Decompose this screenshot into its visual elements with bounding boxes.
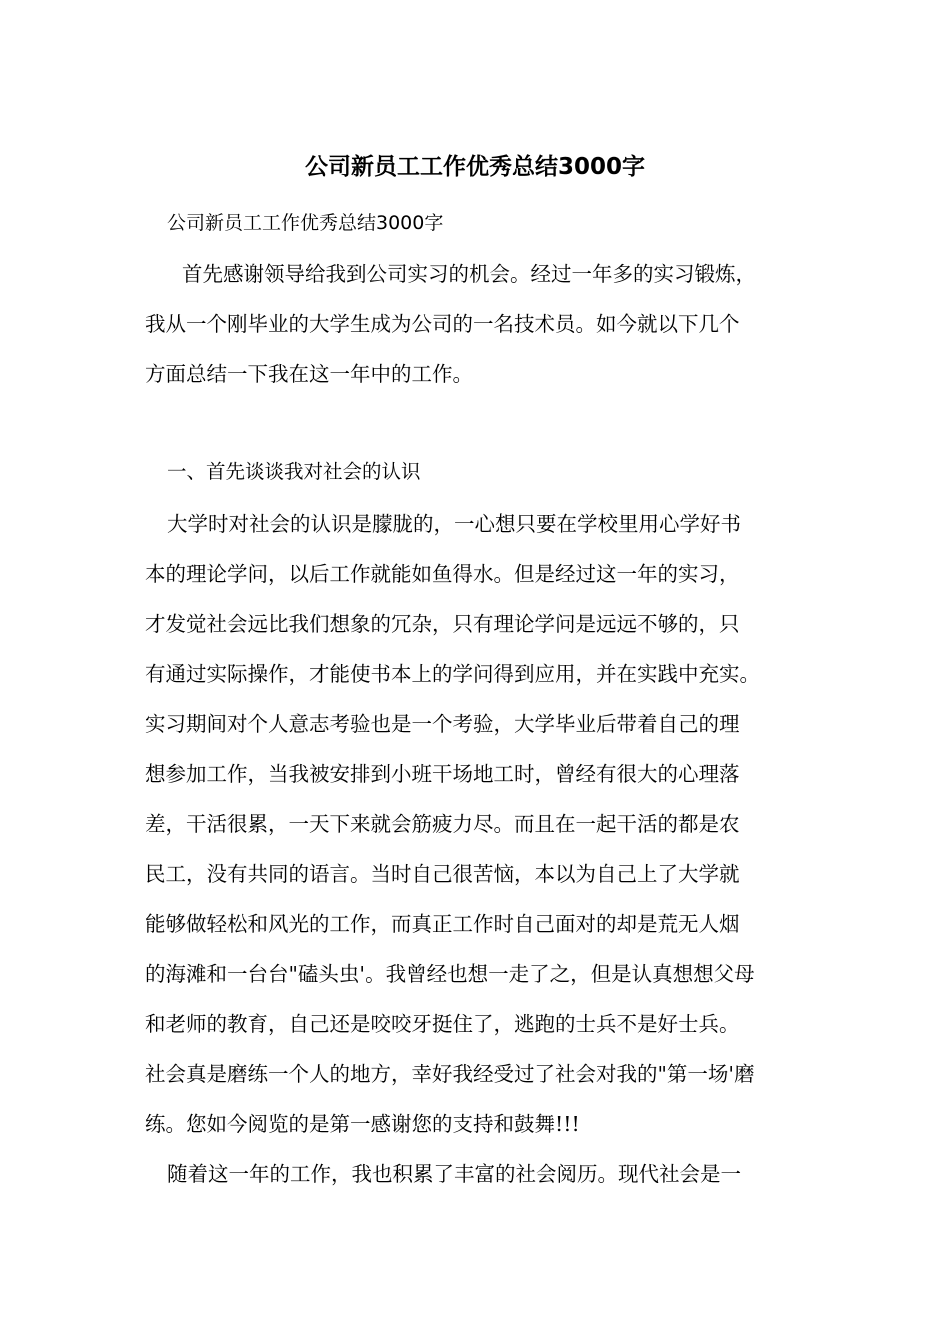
paragraph-line: 和老师的教育，自己还是咬咬牙挺住了，逃跑的士兵不是好士兵。 — [145, 1012, 740, 1036]
paragraph-line: 方面总结一下我在这一年中的工作。 — [145, 362, 473, 386]
document-subtitle: 公司新员工工作优秀总结3000字 — [167, 212, 444, 234]
paragraph-line: 有通过实际操作，才能使书本上的学问得到应用，并在实践中充实。 — [145, 662, 760, 686]
paragraph-line: 民工，没有共同的语言。当时自己很苦恼，本以为自己上了大学就 — [145, 862, 740, 886]
paragraph-line: 大学时对社会的认识是朦胧的，一心想只要在学校里用心学好书 — [167, 512, 741, 536]
paragraph-line: 的海滩和一台台"磕头虫'。我曾经也想一走了之，但是认真想想父母 — [145, 962, 755, 986]
paragraph-line: 社会真是磨练一个人的地方，幸好我经受过了社会对我的"第一场'磨 — [145, 1062, 755, 1086]
paragraph-line: 首先感谢领导给我到公司实习的机会。经过一年多的实习锻炼， — [182, 262, 756, 286]
paragraph-line: 能够做轻松和风光的工作，而真正工作时自己面对的却是荒无人烟 — [145, 912, 740, 936]
paragraph-line: 差，干活很累，一天下来就会筋疲力尽。而且在一起干活的都是农 — [145, 812, 740, 836]
paragraph-line: 本的理论学问，以后工作就能如鱼得水。但是经过这一年的实习， — [145, 562, 740, 586]
section-heading: 一、首先谈谈我对社会的认识 — [167, 460, 421, 483]
paragraph-line: 实习期间对个人意志考验也是一个考验，大学毕业后带着自己的理 — [145, 712, 740, 736]
document-title: 公司新员工工作优秀总结3000字 — [304, 154, 645, 180]
paragraph-line: 才发觉社会远比我们想象的冗杂，只有理论学问是远远不够的，只 — [145, 612, 740, 636]
paragraph-line: 我从一个刚毕业的大学生成为公司的一名技术员。如今就以下几个 — [145, 312, 740, 336]
paragraph-line: 随着这一年的工作，我也积累了丰富的社会阅历。现代社会是一 — [167, 1162, 741, 1186]
paragraph-line: 练。您如今阅览的是第一感谢您的支持和鼓舞!!! — [145, 1112, 580, 1136]
paragraph-line: 想参加工作，当我被安排到小班干场地工时，曾经有很大的心理落 — [145, 762, 740, 786]
